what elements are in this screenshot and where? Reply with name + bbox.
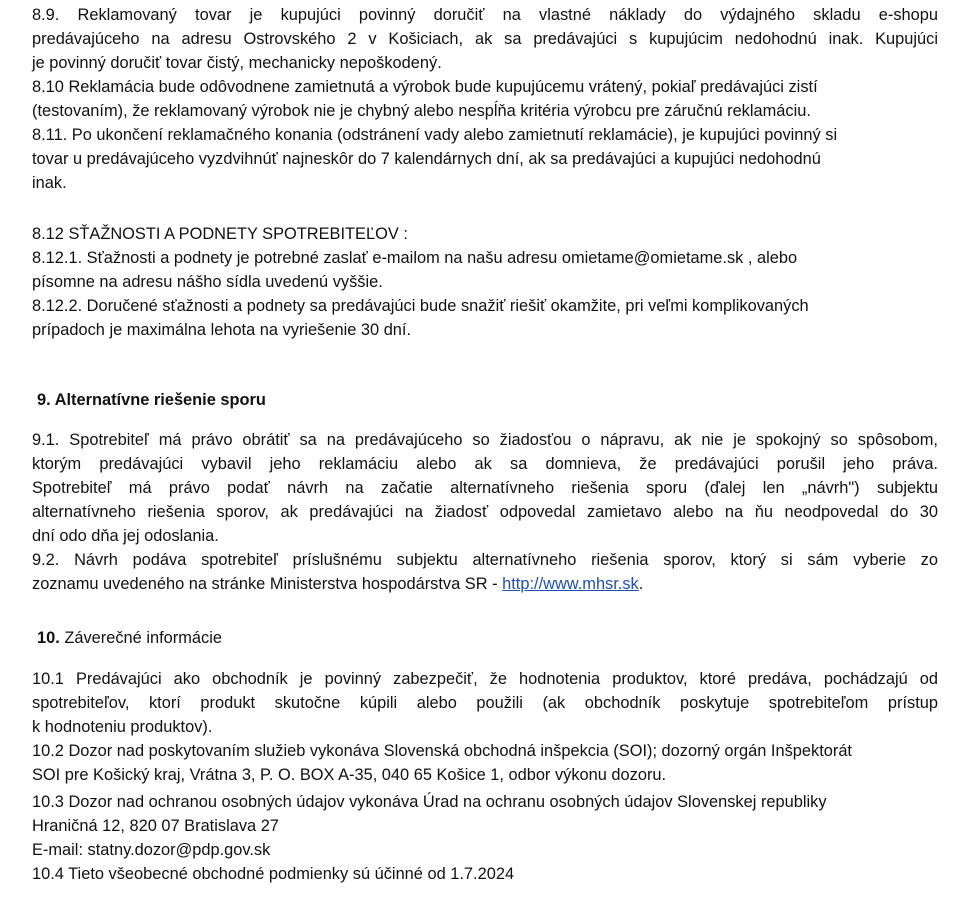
section-8-12-heading: 8.12 SŤAŽNOSTI A PODNETY SPOTREBITEĽOV : bbox=[32, 225, 408, 243]
paragraph-9-2-line: 9.2. Návrh podáva spotrebiteľ príslušnému subjektu alternatívneho riešenia sporov, ktorý si sám vyberie zo bbox=[32, 551, 938, 569]
section-10-heading-text: Záverečné informácie bbox=[59, 629, 222, 647]
paragraph-9-2-end: . bbox=[638, 575, 644, 593]
paragraph-10-4-line: 10.4 Tieto všeobecné obchodné podmienky sú účinné od 1.7.2024 bbox=[32, 865, 515, 883]
section-10-heading bbox=[37, 626, 943, 650]
paragraph-10-1-line: k hodnoteniu produktov). bbox=[32, 718, 213, 736]
paragraph-8-11-line: 8.11. Po ukončení reklamačného konania (odstránení vady alebo zamietnutí reklamácie), je kupujúci povinný si bbox=[32, 126, 838, 144]
paragraph-8-12-1-line: písomne na adresu nášho sídla uvedenú vyššie. bbox=[32, 273, 383, 291]
paragraph-8-12-2-line: prípadoch je maximálna lehota na vyriešenie 30 dní. bbox=[32, 321, 412, 339]
paragraph-9-1-line: alternatívneho riešenia sporov, ak predávajúci na žiadosť odpovedal zamietavo alebo na ňu neodpovedal do 30 bbox=[32, 503, 938, 521]
section-9-heading: 9. Alternatívne riešenie sporu bbox=[37, 391, 266, 409]
paragraph-10-1-line: 10.1 Predávajúci ako obchodník je povinný zabezpečiť, že hodnotenia produktov, ktoré predáva, pochádzajú od bbox=[32, 670, 938, 688]
paragraph-9-1-line: ktorým predávajúci vybavil jeho reklamáciu alebo ak sa domnieva, že predávajúci porušil jeho práva. bbox=[32, 455, 938, 473]
mhsr-link[interactable]: http://www.mhsr.sk bbox=[502, 575, 639, 593]
paragraph-10-3-line: Hraničná 12, 820 07 Bratislava 27 bbox=[32, 817, 279, 835]
paragraph-8-9-line: je povinný doručiť tovar čistý, mechanicky nepoškodený. bbox=[32, 54, 442, 72]
paragraph-10-3-line: 10.3 Dozor nad ochranou osobných údajov vykonáva Úrad na ochranu osobných údajov Slovenskej republiky bbox=[32, 793, 827, 811]
paragraph-10-3-line: E-mail: statny.dozor@pdp.gov.sk bbox=[32, 841, 271, 859]
paragraph-8-12-1-line: 8.12.1. Sťažnosti a podnety je potrebné zaslať e-mailom na našu adresu omietame@omietame.sk , alebo bbox=[32, 249, 798, 267]
paragraph-8-11-line: inak. bbox=[32, 174, 67, 192]
paragraph-9-1-line: 9.1. Spotrebiteľ má právo obrátiť sa na predávajúceho so žiadosťou o nápravu, ak nie je spokojný so spôsobom, bbox=[32, 431, 938, 449]
paragraph-8-9-line: predávajúceho na adresu Ostrovského 2 v Košiciach, ak sa predávajúci s kupujúcim nedohodnú inak. Kupujúci bbox=[32, 30, 938, 48]
paragraph-8-10-line: (testovaním), že reklamovaný výrobok nie je chybný alebo nespĺňa kritéria výrobcu pre záručnú reklamáciu. bbox=[32, 102, 811, 120]
paragraph-8-10-line: 8.10 Reklamácia bude odôvodnene zamietnutá a výrobok bude kupujúcemu vrátený, pokiaľ predávajúci zistí bbox=[32, 78, 818, 96]
paragraph-9-2-line bbox=[32, 572, 938, 596]
paragraph-8-12-2-line: 8.12.2. Doručené sťažnosti a podnety sa predávajúci bude snažiť riešiť okamžite, pri veľmi komplikovaných bbox=[32, 297, 809, 315]
section-10-heading-number: 10. bbox=[37, 629, 60, 647]
paragraph-9-2-text: zoznamu uvedeného na stránke Ministerstva hospodárstva SR - bbox=[32, 575, 503, 593]
paragraph-9-1-line: dní odo dňa jej odoslania. bbox=[32, 527, 219, 545]
paragraph-10-1-line: spotrebiteľov, ktorí produkt skutočne kúpili alebo použili (ak obchodník poskytuje spotrebiteľom prístup bbox=[32, 694, 938, 712]
paragraph-10-2-line: SOI pre Košický kraj, Vrátna 3, P. O. BOX A-35, 040 65 Košice 1, odbor výkonu dozoru. bbox=[32, 766, 667, 784]
paragraph-9-1-line: Spotrebiteľ má právo podať návrh na začatie alternatívneho riešenia sporu (ďalej len „návrh") subjektu bbox=[32, 479, 938, 497]
paragraph-8-9-line: 8.9. Reklamovaný tovar je kupujúci povinný doručiť na vlastné náklady do výdajného skladu e-shopu bbox=[32, 6, 938, 24]
paragraph-8-11-line: tovar u predávajúceho vyzdvihnúť najneskôr do 7 kalendárnych dní, ak sa predávajúci a kupujúci nedohodnú bbox=[32, 150, 821, 168]
paragraph-10-2-line: 10.2 Dozor nad poskytovaním služieb vykonáva Slovenská obchodná inšpekcia (SOI); dozorný orgán Inšpektorát bbox=[32, 742, 852, 760]
